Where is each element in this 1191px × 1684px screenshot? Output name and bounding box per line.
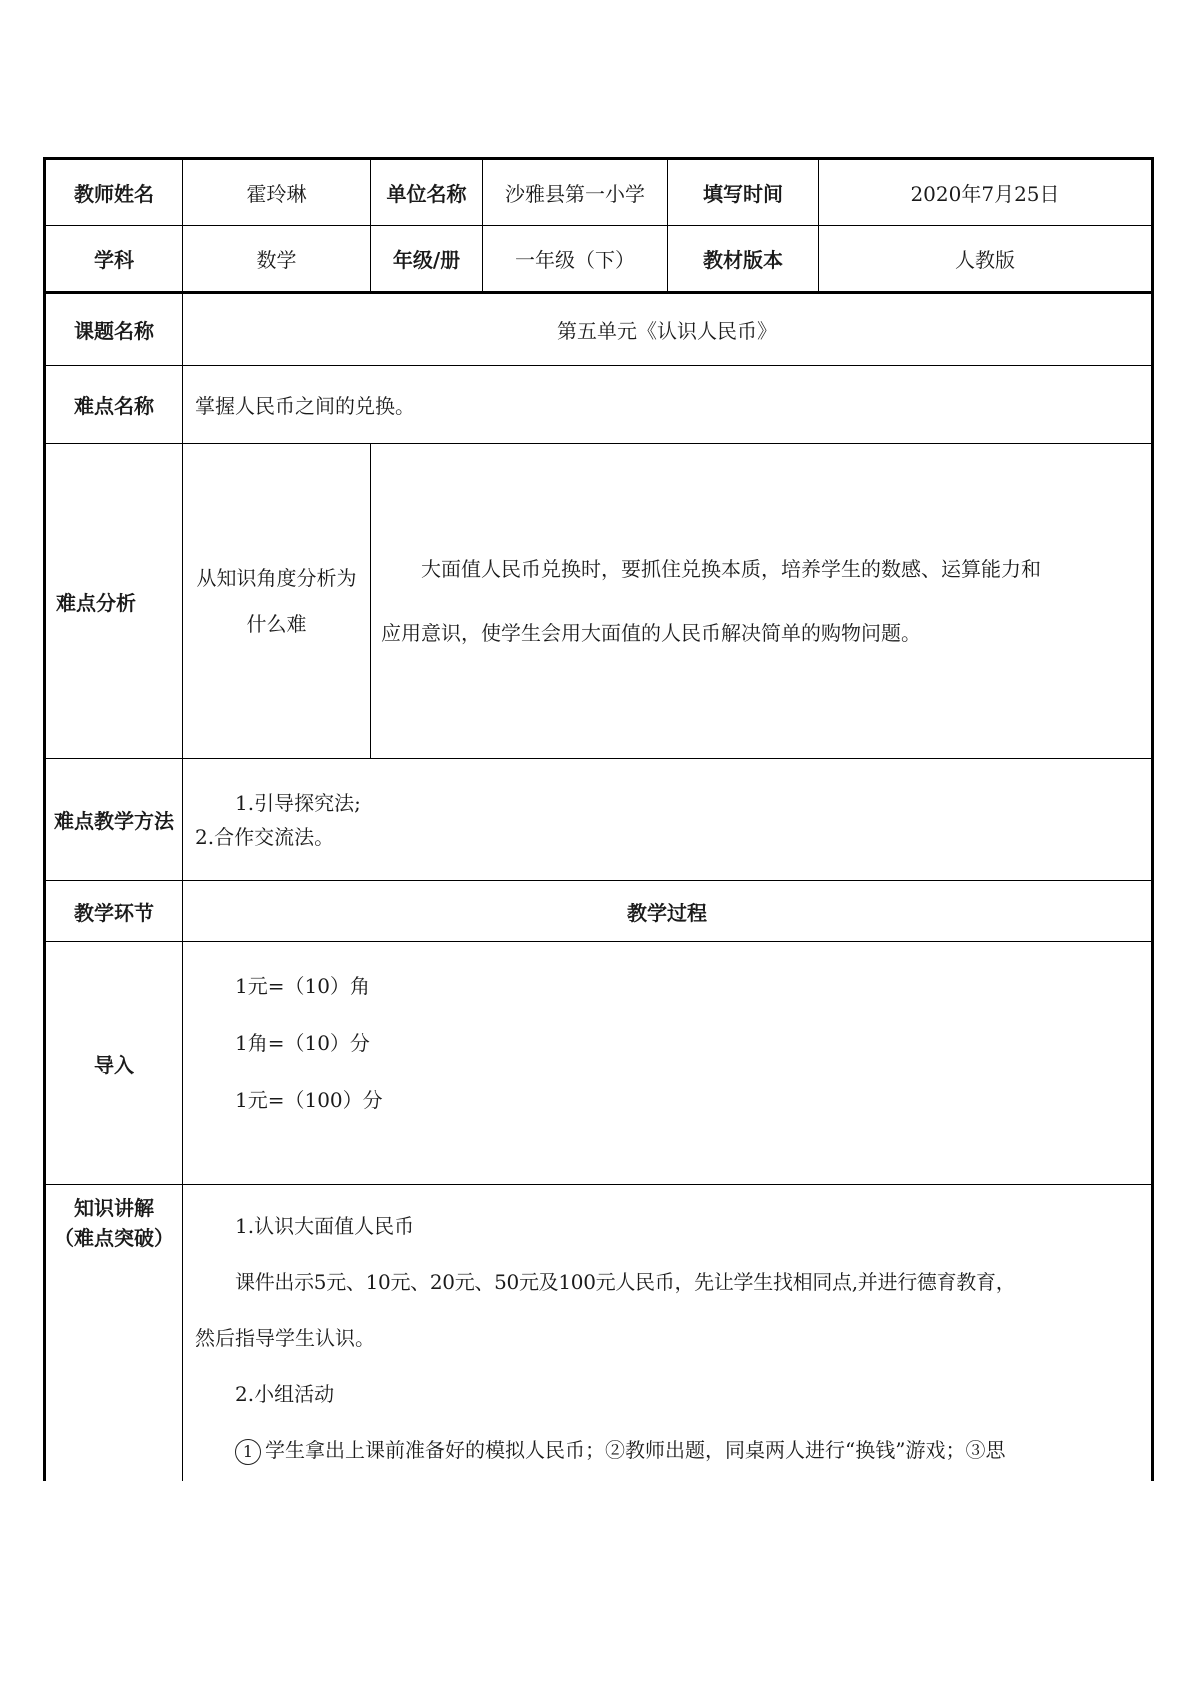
unit-name-value: 沙雅县第一小学 <box>483 159 668 226</box>
knowledge-line-5-text: 学生拿出上课前准备好的模拟人民币；②教师出题，同桌两人进行“换钱”游戏；③思 <box>265 1438 1006 1462</box>
edition-value: 人教版 <box>819 226 1153 293</box>
topic-value: 第五单元《认识人民币》 <box>183 293 1153 366</box>
process-content-label: 教学过程 <box>183 881 1153 942</box>
knowledge-line-4: 2.小组活动 <box>235 1382 335 1406</box>
subject-value: 数学 <box>183 226 371 293</box>
knowledge-label-line2: （难点突破） <box>54 1226 174 1250</box>
knowledge-line-3: 然后指导学生认识。 <box>195 1326 375 1350</box>
method-label: 难点教学方法 <box>45 759 183 881</box>
analysis-row <box>45 444 1153 759</box>
analysis-text-line1: 大面值人民币兑换时，要抓住兑换本质，培养学生的数感、运算能力和 <box>421 557 1041 581</box>
method-line2: 2.合作交流法。 <box>195 824 335 849</box>
intro-content <box>183 942 1153 1185</box>
intro-line-2: 1角=（10）分 <box>235 1031 370 1055</box>
method-value <box>183 759 1153 881</box>
knowledge-row <box>45 1185 1153 1481</box>
intro-label: 导入 <box>45 942 183 1185</box>
topic-row <box>45 293 1153 366</box>
subject-label: 学科 <box>45 226 183 293</box>
method-row <box>45 759 1153 881</box>
difficulty-row <box>45 366 1153 444</box>
fill-date-label: 填写时间 <box>668 159 819 226</box>
knowledge-label <box>45 1185 183 1481</box>
unit-name-label: 单位名称 <box>371 159 483 226</box>
topic-label: 课题名称 <box>45 293 183 366</box>
circled-number-one: 1 <box>235 1439 261 1465</box>
grade-value: 一年级（下） <box>483 226 668 293</box>
process-stage-label: 教学环节 <box>45 881 183 942</box>
intro-line-1: 1元=（10）角 <box>235 974 370 998</box>
edition-label: 教材版本 <box>668 226 819 293</box>
lesson-plan-table <box>43 157 1154 1481</box>
fill-date-value: 2020年7月25日 <box>819 159 1153 226</box>
analysis-label: 难点分析 <box>45 444 183 759</box>
grade-label: 年级/册 <box>371 226 483 293</box>
knowledge-label-line1: 知识讲解 <box>74 1196 154 1220</box>
knowledge-line-5 <box>195 1422 1141 1478</box>
header-row-1 <box>45 159 1153 226</box>
analysis-sub-label-line1: 从知识角度分析为 <box>196 566 357 590</box>
teacher-name-value: 霍玲琳 <box>183 159 371 226</box>
method-line1: 1.引导探究法; <box>235 790 361 815</box>
process-header-row <box>45 881 1153 942</box>
intro-row <box>45 942 1153 1185</box>
intro-line-3: 1元=（100）分 <box>235 1088 383 1112</box>
difficulty-value: 掌握人民币之间的兑换。 <box>183 366 1153 444</box>
teacher-name-label: 教师姓名 <box>45 159 183 226</box>
analysis-sub-label-line2: 什么难 <box>246 612 307 636</box>
knowledge-line-2: 课件出示5元、10元、20元、50元及100元人民币，先让学生找相同点,并进行德育教育， <box>235 1270 1016 1294</box>
analysis-text <box>371 444 1153 759</box>
knowledge-content <box>183 1185 1153 1481</box>
knowledge-line-1: 1.认识大面值人民币 <box>235 1214 415 1238</box>
analysis-sub-label <box>183 444 371 759</box>
header-row-2 <box>45 226 1153 293</box>
analysis-text-line2: 应用意识，使学生会用大面值的人民币解决简单的购物问题。 <box>381 621 921 645</box>
difficulty-label: 难点名称 <box>45 366 183 444</box>
